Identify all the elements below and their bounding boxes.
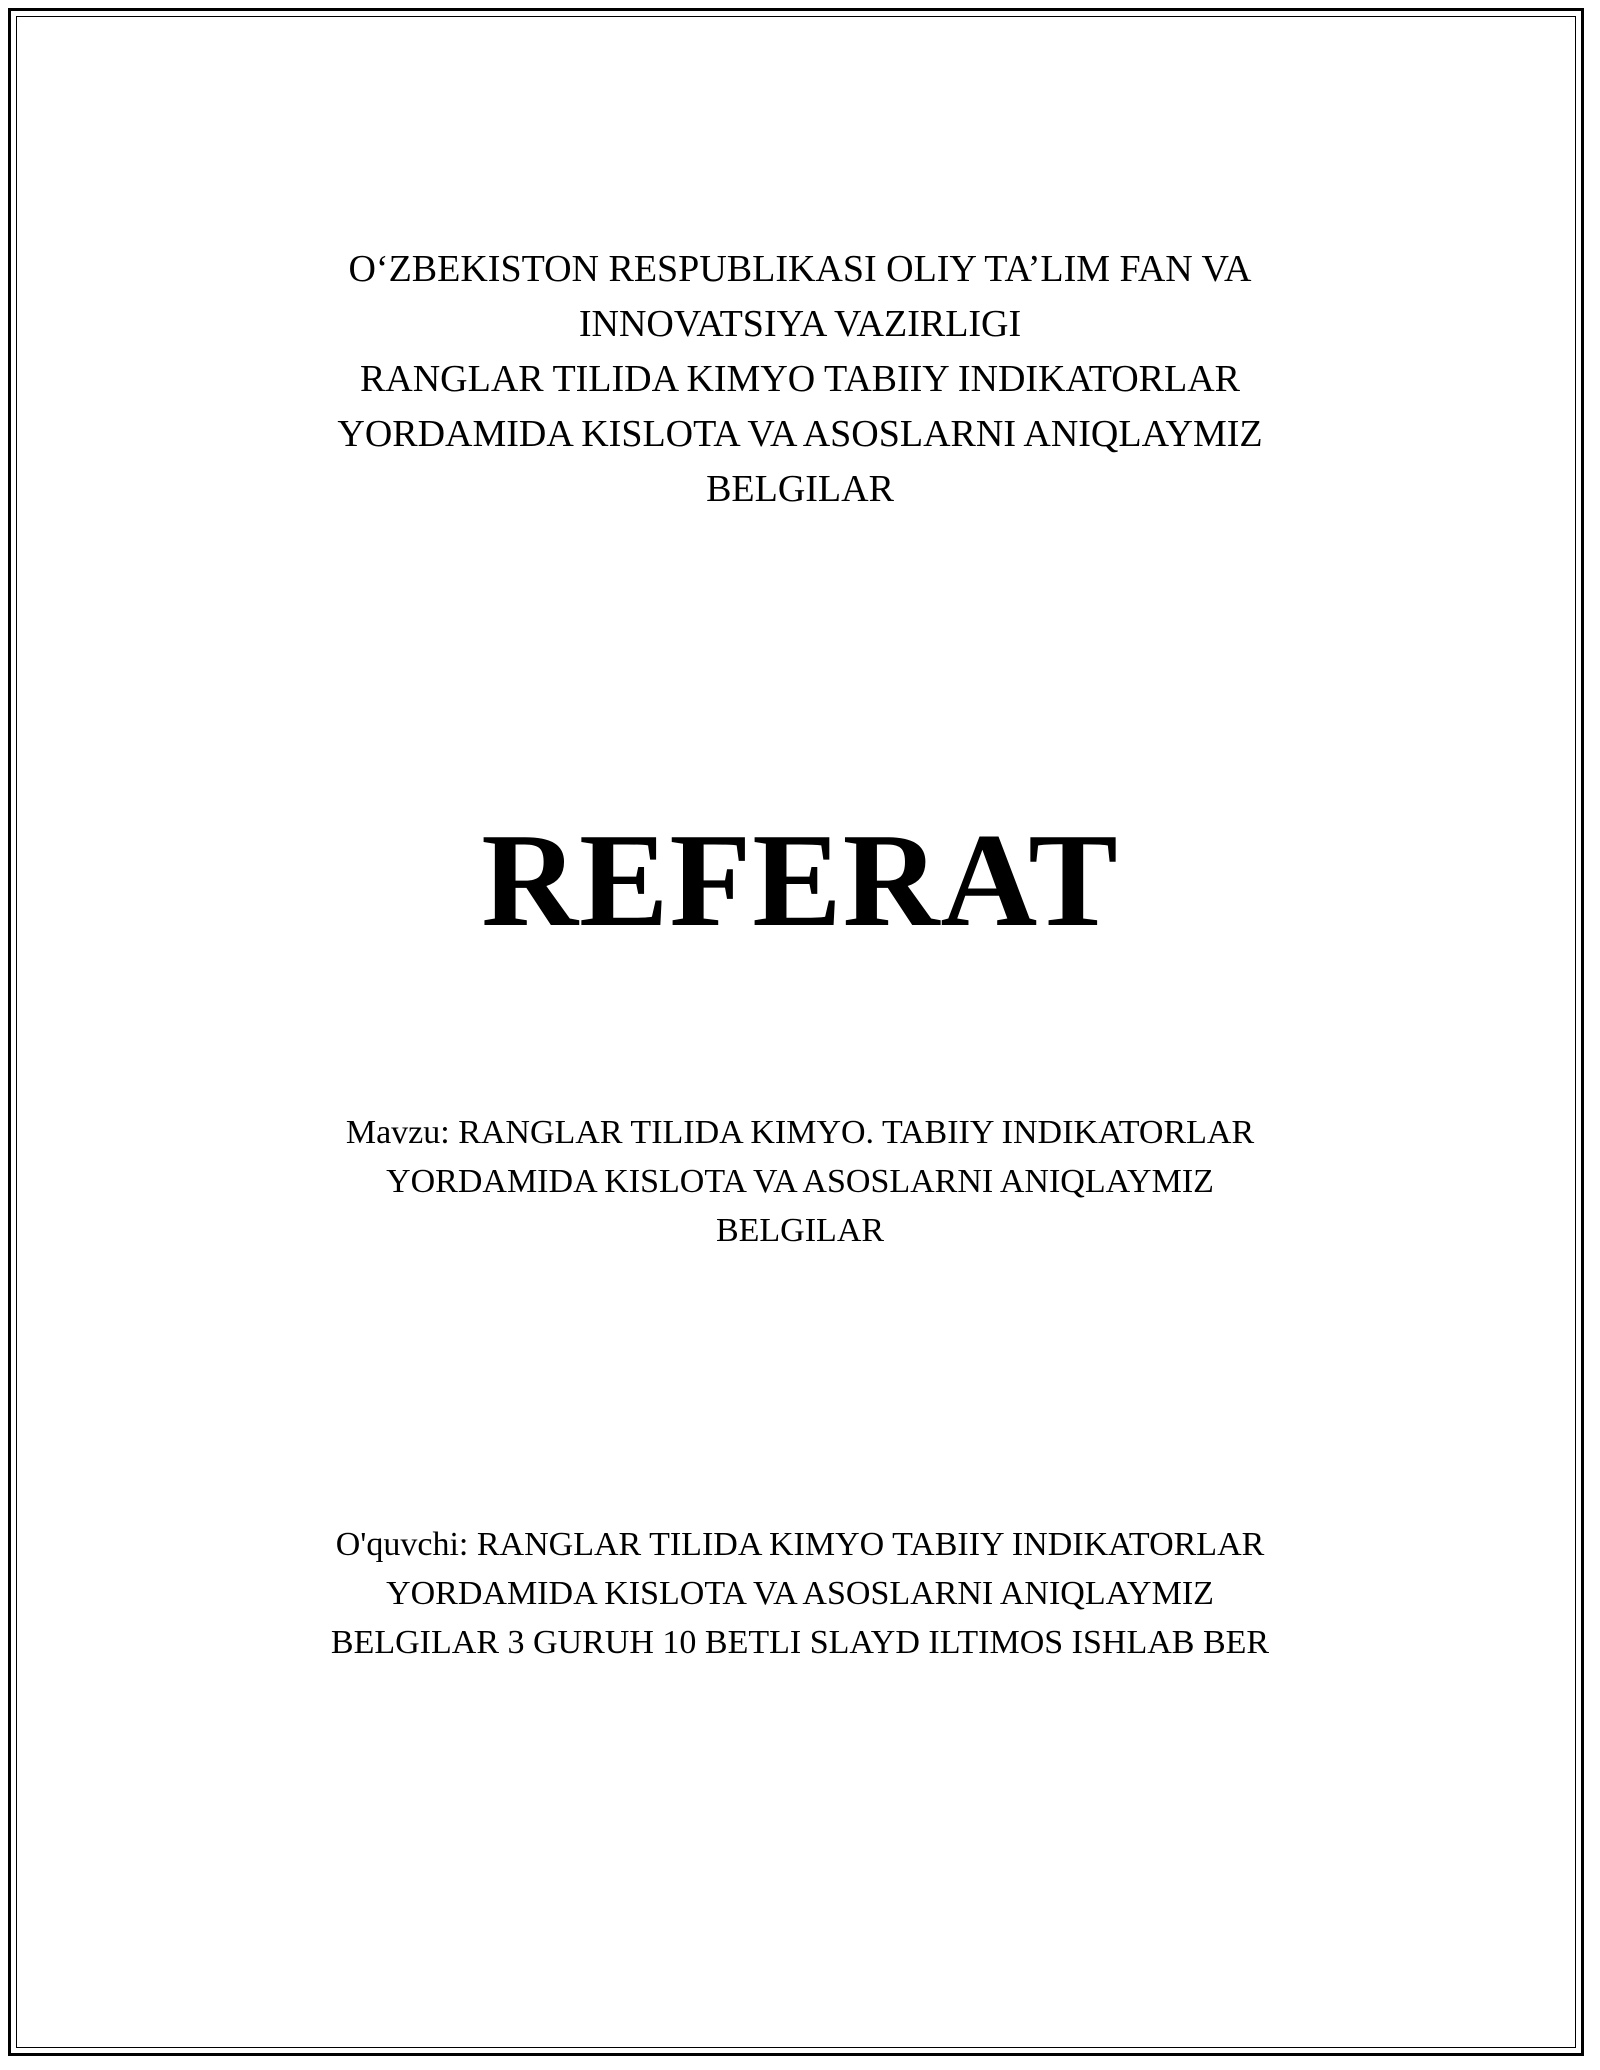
header-line: RANGLAR TILIDA KIMYO TABIIY INDIKATORLAR [359,358,1241,400]
ministry-header [0,242,1600,517]
header-line: BELGILAR [706,468,894,510]
document-title: REFERAT [481,806,1119,954]
topic-line: Mavzu: RANGLAR TILIDA KIMYO. TABIIY INDIKATORLAR [345,1114,1255,1151]
student-line: BELGILAR 3 GURUH 10 BETLI SLAYD ILTIMOS ISHLAB BER [330,1624,1270,1661]
header-line: O‘ZBEKISTON RESPUBLIKASI OLIY TA’LIM FAN VA [348,248,1252,290]
topic-line: BELGILAR [715,1212,885,1249]
header-line: YORDAMIDA KISLOTA VA ASOSLARNI ANIQLAYMIZ [337,413,1263,455]
header-line: INNOVATSIYA VAZIRLIGI [578,303,1022,345]
student-line: YORDAMIDA KISLOTA VA ASOSLARNI ANIQLAYMIZ [386,1575,1214,1612]
topic-block [0,1108,1600,1255]
student-block [0,1520,1600,1667]
topic-line: YORDAMIDA KISLOTA VA ASOSLARNI ANIQLAYMIZ [386,1163,1214,1200]
student-line: O'quvchi: RANGLAR TILIDA KIMYO TABIIY INDIKATORLAR [335,1526,1265,1563]
